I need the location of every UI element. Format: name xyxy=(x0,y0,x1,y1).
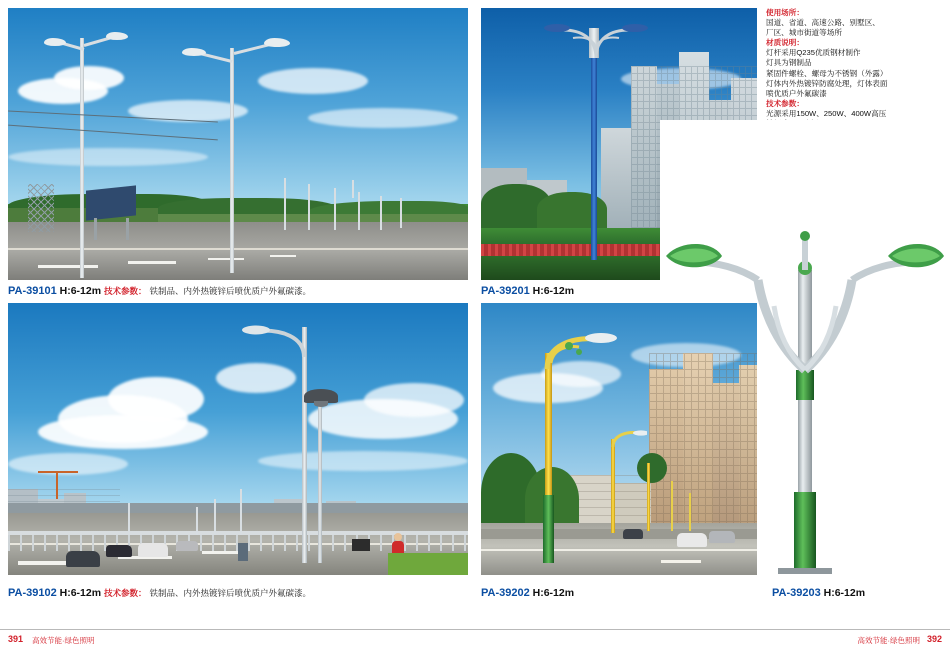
lamp-arm-graphic-2 xyxy=(242,317,318,357)
footer-left-text: 高效节能·绿色照明 xyxy=(32,636,95,645)
product-height-39102: H:6-12m xyxy=(59,587,102,599)
product-code-39201: PA-39201 xyxy=(481,285,530,297)
spec-line-1: 国道、省道、高速公路、别墅区、 xyxy=(766,18,880,28)
product-photo-39202 xyxy=(481,303,757,575)
product-height-39203: H:6-12m xyxy=(823,587,866,599)
spec-line-5: 灯具为钢制品 xyxy=(766,58,812,68)
caption-39202 xyxy=(481,588,574,599)
caption-39102 xyxy=(8,588,311,599)
spec-line-10: 光源采用150W、250W、400W高压 xyxy=(766,108,887,118)
footer-right-text: 高效节能·绿色照明 xyxy=(857,636,920,645)
caption-39101 xyxy=(8,286,311,297)
product-height-39101: H:6-12m xyxy=(59,285,102,297)
spec-line-2: 厂区、城市街道等场所 xyxy=(766,28,842,38)
page-gutter xyxy=(474,0,475,625)
spec-line-4: 灯杆采用Q235优质钢材制作 xyxy=(766,48,861,58)
caption-39203 xyxy=(772,588,865,599)
spec-line-6: 紧固件螺栓、螺母为不锈钢（外露） xyxy=(766,68,888,78)
spec-line-8: 喷优质户外氟碳漆 xyxy=(766,88,827,98)
lamp-arm-graphic-4 xyxy=(607,427,647,447)
product-code-39102: PA-39102 xyxy=(8,587,57,599)
lamp-arm-graphic-3 xyxy=(539,323,619,369)
product-height-39202: H:6-12m xyxy=(532,587,575,599)
product-code-39203: PA-39203 xyxy=(772,587,821,599)
footer-left-page: 391 xyxy=(8,634,24,644)
product-code-39101: PA-39101 xyxy=(8,285,57,297)
page-footer xyxy=(0,629,950,651)
spec-line-7: 灯体内外热镀锌防腐处理，灯体表面 xyxy=(766,78,888,88)
product-code-39202: PA-39202 xyxy=(481,587,530,599)
spec-line-0: 使用场所： xyxy=(766,8,804,17)
tech-label-39101: 技术参数： xyxy=(104,286,147,296)
product-photo-39101 xyxy=(8,8,468,280)
product-height-39201: H:6-12m xyxy=(532,285,575,297)
product-photo-39102 xyxy=(8,303,468,575)
footer-right-page: 392 xyxy=(926,634,942,644)
spec-line-3: 材质说明： xyxy=(766,38,804,48)
spec-line-9: 技术参数： xyxy=(766,98,804,108)
lamp-arm-graphic xyxy=(541,14,651,58)
tech-desc-39101: 铁制品、内外热镀锌后喷优质户外氟碳漆。 xyxy=(149,286,311,296)
caption-39201 xyxy=(481,286,574,297)
tech-desc-39102: 铁制品、内外热镀锌后喷优质户外氟碳漆。 xyxy=(149,588,311,598)
tech-label-39102: 技术参数： xyxy=(104,588,147,598)
